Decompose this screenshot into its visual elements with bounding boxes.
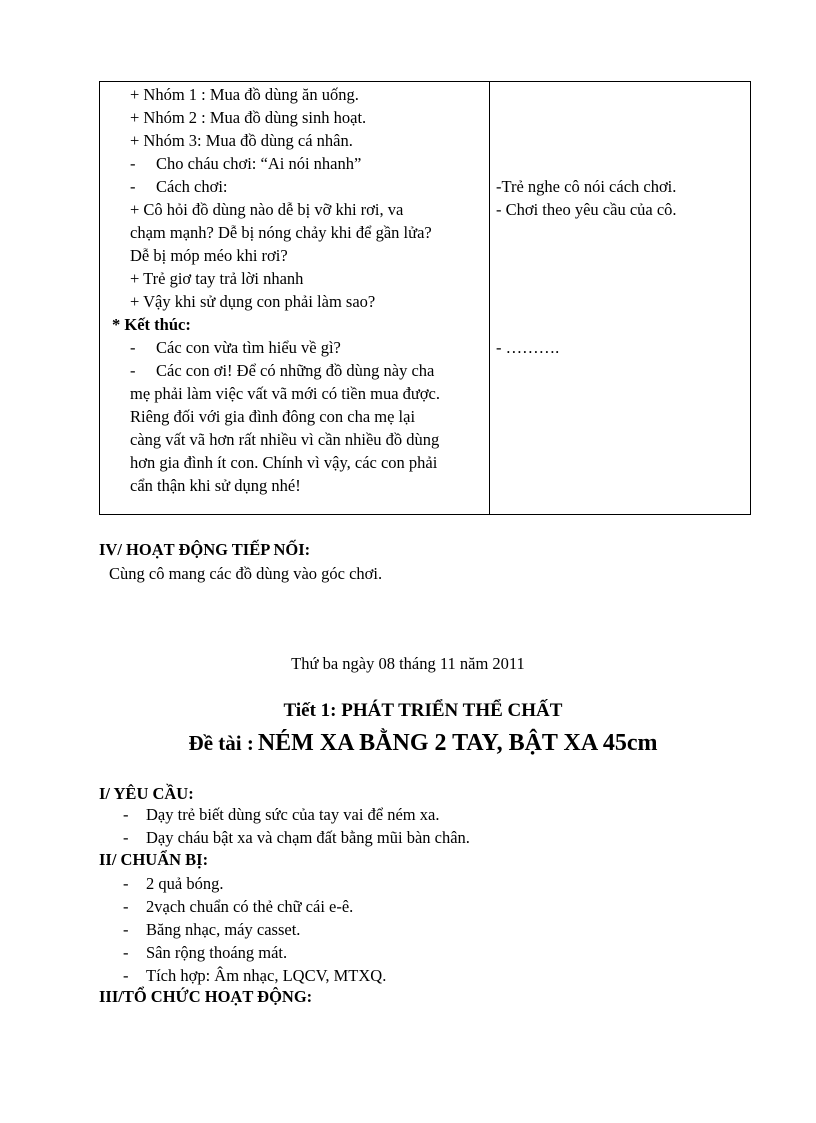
bullet-dash: - xyxy=(130,177,136,196)
how-to-use-line: + Vậy khi sử dụng con phải làm sao? xyxy=(130,292,376,311)
activity-table xyxy=(99,81,751,515)
group-3-line: + Nhóm 3: Mua đồ dùng cá nhân. xyxy=(130,131,353,150)
requirements-title: I/ YÊU CẦU: xyxy=(99,784,194,803)
bullet-dash: - xyxy=(130,361,136,380)
requirements-list xyxy=(123,803,470,849)
ending-heading: * Kết thúc: xyxy=(112,315,191,334)
question-line-1: + Cô hỏi đồ dùng nào dễ bị vỡ khi rơi, va xyxy=(130,200,404,219)
list-item: - Băng nhạc, máy casset. xyxy=(123,920,301,939)
child-activity-column xyxy=(490,82,750,514)
topic-title xyxy=(0,730,816,757)
closing-line-5: hơn gia đình ít con. Chính vì vậy, các con phải xyxy=(130,453,438,472)
closing-line-2: mẹ phải làm việc vất vã mới có tiền mua được. xyxy=(130,384,441,403)
bullet-dash: - xyxy=(130,338,136,357)
preparation-title: II/ CHUẨN BỊ: xyxy=(99,850,209,869)
topic-label: Đề tài : xyxy=(188,731,254,755)
ending-question-line: - Các con vừa tìm hiểu về gì? xyxy=(130,338,341,357)
bullet-dash: - xyxy=(130,154,136,173)
child-listen-line: -Trẻ nghe cô nói cách chơi. xyxy=(496,177,677,196)
topic-name: NÉM XA BẰNG 2 TAY, BẬT XA 45cm xyxy=(257,730,658,756)
section-iii-title: III/TỔ CHỨC HOẠT ĐỘNG: xyxy=(99,987,313,1006)
preparation-list xyxy=(123,872,386,987)
list-item: - 2 quả bóng. xyxy=(123,874,224,893)
child-ellipsis-line: - ………. xyxy=(496,338,560,357)
closing-line-3: Riêng đối với gia đình đông con cha mẹ lại xyxy=(130,407,416,426)
raise-hand-line: + Trẻ giơ tay trả lời nhanh xyxy=(130,269,304,288)
list-item: - Sân rộng thoáng mát. xyxy=(123,943,288,962)
section-iv-title: IV/ HOẠT ĐỘNG TIẾP NỐI: xyxy=(99,540,311,559)
closing-line-4: càng vất vã hơn rất nhiều vì cần nhiều đồ dùng xyxy=(130,430,440,449)
group-1-line: + Nhóm 1 : Mua đồ dùng ăn uống. xyxy=(130,85,359,104)
list-item: - Tích hợp: Âm nhạc, LQCV, MTXQ. xyxy=(123,966,387,985)
list-item: - Dạy cháu bật xa và chạm đất bằng mũi bàn chân. xyxy=(123,828,470,847)
group-2-line: + Nhóm 2 : Mua đồ dùng sinh hoạt. xyxy=(130,108,367,127)
lesson-date: Thứ ba ngày 08 tháng 11 năm 2011 xyxy=(291,654,525,673)
teacher-activity-column xyxy=(100,82,490,514)
question-line-3: Dễ bị móp méo khi rơi? xyxy=(130,246,288,265)
how-to-play-line: - Cách chơi: xyxy=(130,177,228,196)
closing-line-6: cẩn thận khi sử dụng nhé! xyxy=(130,476,301,495)
closing-line-1: - Các con ơi! Để có những đồ dùng này cha xyxy=(130,361,435,380)
game-intro-line: - Cho cháu chơi: “Ai nói nhanh” xyxy=(130,154,362,173)
period-title: Tiết 1: PHÁT TRIỂN THỂ CHẤT xyxy=(283,700,563,721)
child-play-line: - Chơi theo yêu cầu của cô. xyxy=(496,200,677,219)
question-line-2: chạm mạnh? Dễ bị nóng chảy khi để gần lửa? xyxy=(130,223,432,242)
list-item: - Dạy trẻ biết dùng sức của tay vai để ném xa. xyxy=(123,805,440,824)
section-iv-text: Cùng cô mang các đồ dùng vào góc chơi. xyxy=(109,564,383,583)
list-item: - 2vạch chuẩn có thẻ chữ cái e-ê. xyxy=(123,897,354,916)
